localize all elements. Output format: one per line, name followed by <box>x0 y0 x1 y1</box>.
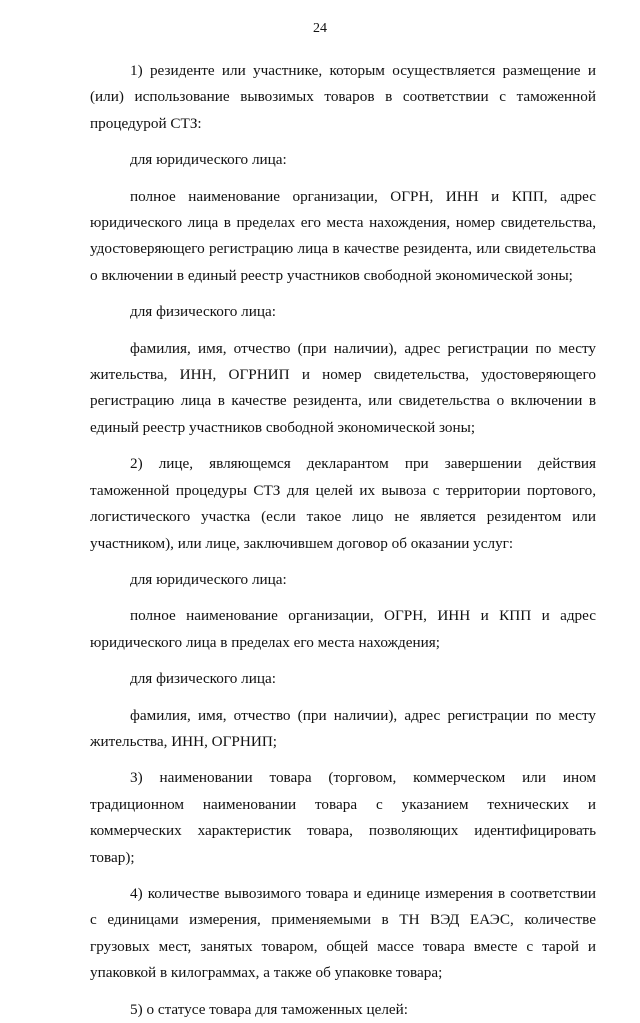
paragraph-legal-entity-heading: для юридического лица: <box>130 151 287 169</box>
paragraph-legal-entity-details: полное наименование организации, ОГРН, ИНН и КПП, адрес юридического лица в пределах его места нахождения, номер свидетельства, удостоверяющего регистрацию лица в качестве резидента, или свидетельства о включении в единый реестр участников свободной экономической зоны; <box>90 187 596 284</box>
paragraph-individual-details-2: фамилия, имя, отчество (при наличии), адрес регистрации по месту жительства, ИНН, ОГРНИП; <box>90 706 596 750</box>
paragraph-individual-details: фамилия, имя, отчество (при наличии), адрес регистрации по месту жительства, ИНН, ОГРНИП и номер свидетельства, удостоверяющего регистрацию лица в качестве резидента, или свидетельства о включении в единый реестр участников свободной экономической зоны; <box>90 339 596 436</box>
page-number: 24 <box>313 21 327 36</box>
document-body <box>90 58 596 1023</box>
paragraph-legal-entity-details-2: полное наименование организации, ОГРН, ИНН и КПП и адрес юридического лица в пределах его места нахождения; <box>90 607 596 651</box>
paragraph-resident-participant: 1) резиденте или участнике, которым осуществляется размещение и (или) использование вывозимых товаров в соответствии с таможенной процедурой СТЗ: <box>90 62 596 132</box>
paragraph-goods-name: 3) наименовании товара (торговом, коммерческом или ином традиционном наименовании товара с указанием технических и коммерческих характеристик товара, позволяющих идентифицировать товар); <box>90 769 596 866</box>
paragraph-individual-heading: для физического лица: <box>130 303 276 321</box>
paragraph-goods-quantity: 4) количестве вывозимого товара и единице измерения в соответствии с единицами измерения, применяемыми в ТН ВЭД ЕАЭС, количестве грузовых мест, занятых товаром, общей массе товара вместе с тарой и упаковкой в килограммах, а также об упаковке товара; <box>90 884 596 982</box>
paragraph-legal-entity-heading-2: для юридического лица: <box>130 570 287 588</box>
paragraph-goods-status: 5) о статусе товара для таможенных целей: <box>130 1000 409 1018</box>
paragraph-individual-heading-2: для физического лица: <box>130 670 276 688</box>
paragraph-declarant: 2) лице, являющемся декларантом при завершении действия таможенной процедуры СТЗ для целей их вывоза с территории портового, логистического участка (если такое лицо не является резидентом или участником), или лице, заключившем договор об оказании услуг: <box>90 455 596 552</box>
